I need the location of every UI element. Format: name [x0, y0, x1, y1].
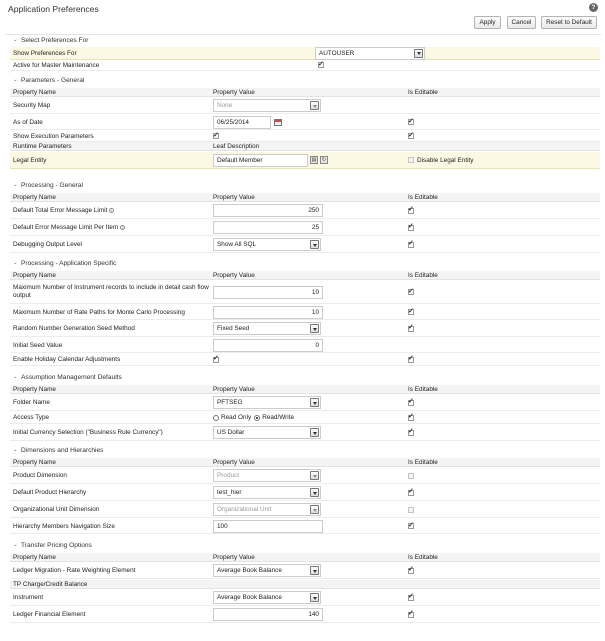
ledger-migration-select[interactable]: Average Book Balance [213, 564, 321, 577]
active-master-row: Active for Master Maintenance ✓ [10, 60, 600, 71]
chevron-down-icon: ⌄ [13, 182, 18, 188]
chevron-down-icon [310, 398, 319, 407]
org-unit-dimension-row: Organizational Unit Dimension Organizational Unit [10, 502, 600, 518]
holiday-editable-checkbox[interactable] [408, 357, 414, 363]
section-parameters-general[interactable]: ⌄ Parameters - General [13, 77, 85, 84]
read-write-radio[interactable] [254, 415, 260, 421]
chevron-down-icon: ⌄ [13, 260, 18, 266]
ledger-migration-editable-checkbox[interactable] [408, 568, 414, 574]
active-master-checkbox[interactable] [318, 62, 324, 68]
instrument-editable-checkbox[interactable] [408, 595, 414, 601]
total-error-editable-checkbox[interactable] [408, 208, 414, 214]
max-records-editable-checkbox[interactable] [408, 289, 414, 295]
product-dimension-select: Product [213, 469, 321, 482]
access-editable-checkbox[interactable] [408, 415, 414, 421]
chevron-down-icon [414, 49, 423, 58]
section-transfer-pricing[interactable]: ⌄ Transfer Pricing Options [13, 542, 92, 549]
help-icon[interactable]: ? [589, 3, 598, 12]
section-assumption-management[interactable]: ⌄ Assumption Management Defaults [13, 374, 122, 381]
product-hierarchy-row: Default Product Hierarchy test_hier ✓ [10, 485, 600, 501]
chevron-down-icon [310, 428, 319, 437]
hierarchy-browser-icon[interactable]: ▤ [311, 157, 317, 163]
item-error-limit-input[interactable]: 25 [213, 221, 323, 234]
folder-name-select[interactable]: PFTSEG [213, 396, 321, 409]
item-error-editable-checkbox[interactable] [408, 225, 414, 231]
holiday-calendar-checkbox[interactable] [213, 357, 219, 363]
rng-seed-method-row: Random Number Generation Seed Method Fixed Seed ✓ [10, 321, 600, 337]
currency-select[interactable]: US Dollar [213, 426, 321, 439]
cancel-button[interactable]: Cancel [507, 16, 536, 29]
refresh-icon[interactable]: ↻ [321, 157, 327, 163]
legal-entity-row: Legal Entity Default Member ▤ ↻ Disable Legal Entity [10, 152, 600, 169]
chevron-down-icon: ⌄ [13, 77, 18, 83]
show-preferences-select[interactable]: AUTOUSER [315, 47, 425, 60]
max-rate-paths-row: Maximum Number of Rate Paths for Monte Carlo Processing 10 ✓ [10, 305, 600, 320]
initial-seed-row: Initial Seed Value 0 [10, 338, 600, 353]
read-only-radio[interactable] [213, 415, 219, 421]
chevron-down-icon [310, 593, 319, 602]
max-rate-paths-input[interactable]: 10 [213, 306, 323, 319]
section-select-preferences[interactable]: ⌄ Select Preferences For [13, 37, 89, 44]
as-of-date-input[interactable]: 06/25/2014 [213, 116, 271, 129]
table-header: Property Name Property Value Is Editable [10, 385, 600, 394]
security-map-row: Security Map None [10, 98, 600, 114]
access-type-row: Access Type Read Only Read/Write ✓ [10, 412, 600, 424]
navigation-size-input[interactable]: 100 [213, 520, 323, 533]
product-dimension-row: Product Dimension Product [10, 468, 600, 484]
currency-editable-checkbox[interactable] [408, 430, 414, 436]
disable-legal-entity-checkbox[interactable] [408, 157, 414, 163]
debugging-output-row: Debugging Output Level Show All SQL ✓ [10, 237, 600, 253]
ledger-financial-input[interactable]: 140 [213, 608, 323, 621]
security-map-select: None [213, 99, 321, 112]
total-error-limit-input[interactable]: 250 [213, 204, 323, 217]
navigation-size-row: Hierarchy Members Navigation Size 100 ✓ [10, 519, 600, 534]
table-header: Property Name Property Value Is Editable [10, 458, 600, 467]
ledger-financial-row: Ledger Financial Element 140 ✓ [10, 607, 600, 623]
calendar-icon[interactable] [274, 119, 282, 126]
show-exec-params-checkbox[interactable] [213, 133, 219, 139]
ledger-financial-editable-checkbox[interactable] [408, 612, 414, 618]
rng-editable-checkbox[interactable] [408, 326, 414, 332]
table-header: Property Name Property Value Is Editable [10, 88, 600, 97]
max-rate-paths-editable-checkbox[interactable] [408, 309, 414, 315]
max-records-input[interactable]: 10 [213, 286, 323, 299]
org-unit-dimension-select: Organizational Unit [213, 503, 321, 516]
as-of-date-row: As of Date 06/25/2014 ✓ [10, 115, 600, 130]
product-hierarchy-editable-checkbox[interactable] [408, 490, 414, 496]
table-header: Property Name Property Value Is Editable [10, 193, 600, 202]
info-icon: i [109, 208, 114, 213]
chevron-down-icon [310, 488, 319, 497]
table-header: Property Name Property Value Is Editable [10, 553, 600, 562]
preferences-form [5, 34, 601, 636]
tp-charge-credit-header: TP Charge/Credit Balance [10, 580, 600, 589]
instrument-select[interactable]: Average Book Balance [213, 591, 321, 604]
ledger-migration-row: Ledger Migration - Rate Weighting Element Average Book Balance ✓ [10, 563, 600, 579]
holiday-calendar-row: Enable Holiday Calendar Adjustments ✓ ✓ [10, 354, 600, 366]
chevron-down-icon: ⌄ [13, 447, 18, 453]
section-processing-application[interactable]: ⌄ Processing - Application Specific [13, 260, 117, 267]
section-dimensions-hierarchies[interactable]: ⌄ Dimensions and Hierarchies [13, 447, 104, 454]
info-icon: i [120, 225, 125, 230]
currency-row: Initial Currency Selection ("Business Rule Currency") US Dollar ✓ [10, 425, 600, 441]
org-unit-editable-checkbox[interactable] [408, 507, 414, 513]
page-title: Application Preferences [8, 4, 99, 14]
reset-to-default-button[interactable]: Reset to Default [541, 16, 597, 29]
navigation-size-editable-checkbox[interactable] [408, 523, 414, 529]
debugging-editable-checkbox[interactable] [408, 242, 414, 248]
product-hierarchy-select[interactable]: test_hier [213, 486, 321, 499]
chevron-down-icon [310, 566, 319, 575]
section-processing-general[interactable]: ⌄ Processing - General [13, 182, 83, 189]
item-error-limit-row: Default Error Message Limit Per Item i 25 ✓ [10, 220, 600, 236]
rng-seed-method-select[interactable]: Fixed Seed [213, 322, 321, 335]
show-exec-params-row: Show Execution Parameters ✓ ✓ [10, 131, 600, 142]
chevron-down-icon: ⌄ [13, 542, 18, 548]
legal-entity-input[interactable]: Default Member [213, 154, 308, 167]
instrument-row: Instrument Average Book Balance ✓ [10, 590, 600, 606]
show-preferences-row: Show Preferences For AUTOUSER [10, 47, 600, 60]
chevron-down-icon: ⌄ [13, 374, 18, 380]
total-error-limit-row: Default Total Error Message Limit i 250 ✓ [10, 203, 600, 219]
folder-editable-checkbox[interactable] [408, 400, 414, 406]
chevron-down-icon: ⌄ [13, 37, 18, 43]
max-records-row: Maximum Number of Instrument records to include in detail cash flow output 10 ✓ [10, 281, 600, 304]
chevron-down-icon [310, 324, 319, 333]
runtime-header: Runtime Parameters Leaf Description [10, 142, 600, 151]
table-header: Property Name Property Value Is Editable [10, 271, 600, 280]
product-dimension-editable-checkbox[interactable] [408, 473, 414, 479]
folder-name-row: Folder Name PFTSEG ✓ [10, 395, 600, 411]
debugging-output-select[interactable]: Show All SQL [213, 238, 321, 251]
show-exec-editable-checkbox[interactable] [408, 133, 414, 139]
chevron-down-icon [310, 240, 319, 249]
apply-button[interactable]: Apply [474, 16, 501, 29]
as-of-date-editable-checkbox[interactable] [408, 119, 414, 125]
initial-seed-input[interactable]: 0 [213, 339, 323, 352]
